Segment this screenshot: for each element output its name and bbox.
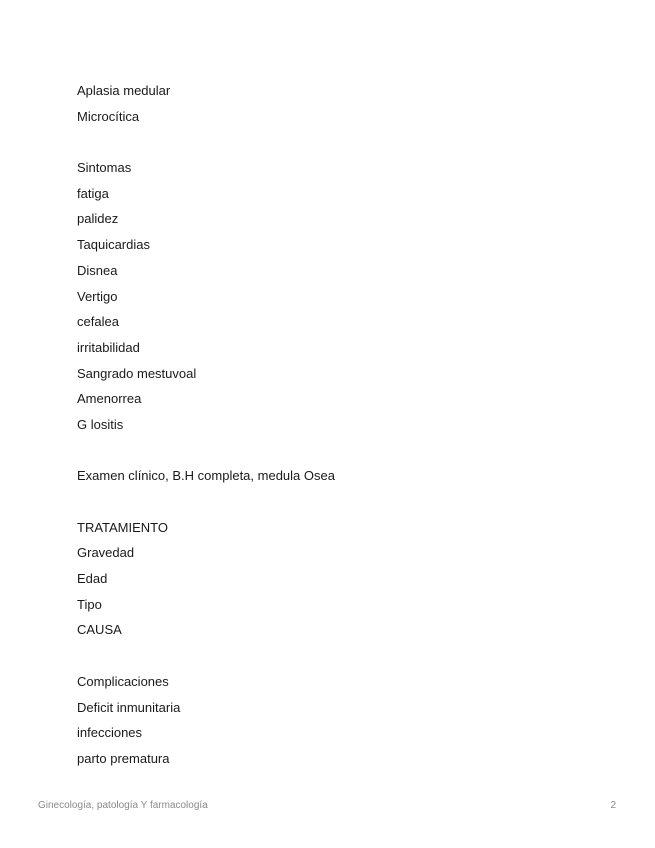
blank-line bbox=[77, 129, 617, 155]
text-line: Aplasia medular bbox=[77, 83, 171, 98]
text-line: Deficit inmunitaria bbox=[77, 699, 181, 715]
text-line: Edad bbox=[77, 571, 108, 587]
page-number: 2 bbox=[610, 800, 616, 811]
text-line: Sintomas bbox=[77, 160, 132, 176]
text-line: Examen clínico, B.H completa, medula Osea bbox=[77, 468, 335, 484]
text-line: Disnea bbox=[77, 262, 118, 278]
text-line: Sangrado mestuvoal bbox=[77, 365, 197, 381]
text-line: Gravedad bbox=[77, 545, 135, 561]
blank-line bbox=[77, 438, 617, 464]
text-line: TRATAMIENTO bbox=[77, 519, 168, 535]
blank-line bbox=[77, 489, 617, 515]
text-line: Taquicardias bbox=[77, 237, 150, 253]
text-line: Complicaciones bbox=[77, 673, 169, 689]
text-line: Vertigo bbox=[77, 288, 118, 304]
text-line: Amenorrea bbox=[77, 391, 142, 407]
text-line: CAUSA bbox=[77, 622, 122, 638]
text-line: Tipo bbox=[77, 596, 102, 612]
page-content bbox=[77, 78, 617, 772]
blank-line bbox=[77, 643, 617, 669]
text-line: irritabilidad bbox=[77, 339, 140, 355]
text-line: infecciones bbox=[77, 725, 143, 741]
footer-title: Ginecología, patología Y farmacología bbox=[38, 800, 208, 811]
text-line: cefalea bbox=[77, 314, 119, 330]
text-line: G lositis bbox=[77, 416, 124, 432]
text-line: Microcítica bbox=[77, 108, 140, 124]
text-line: fatiga bbox=[77, 185, 109, 201]
text-line: palidez bbox=[77, 211, 119, 227]
text-line: parto prematura bbox=[77, 750, 170, 766]
